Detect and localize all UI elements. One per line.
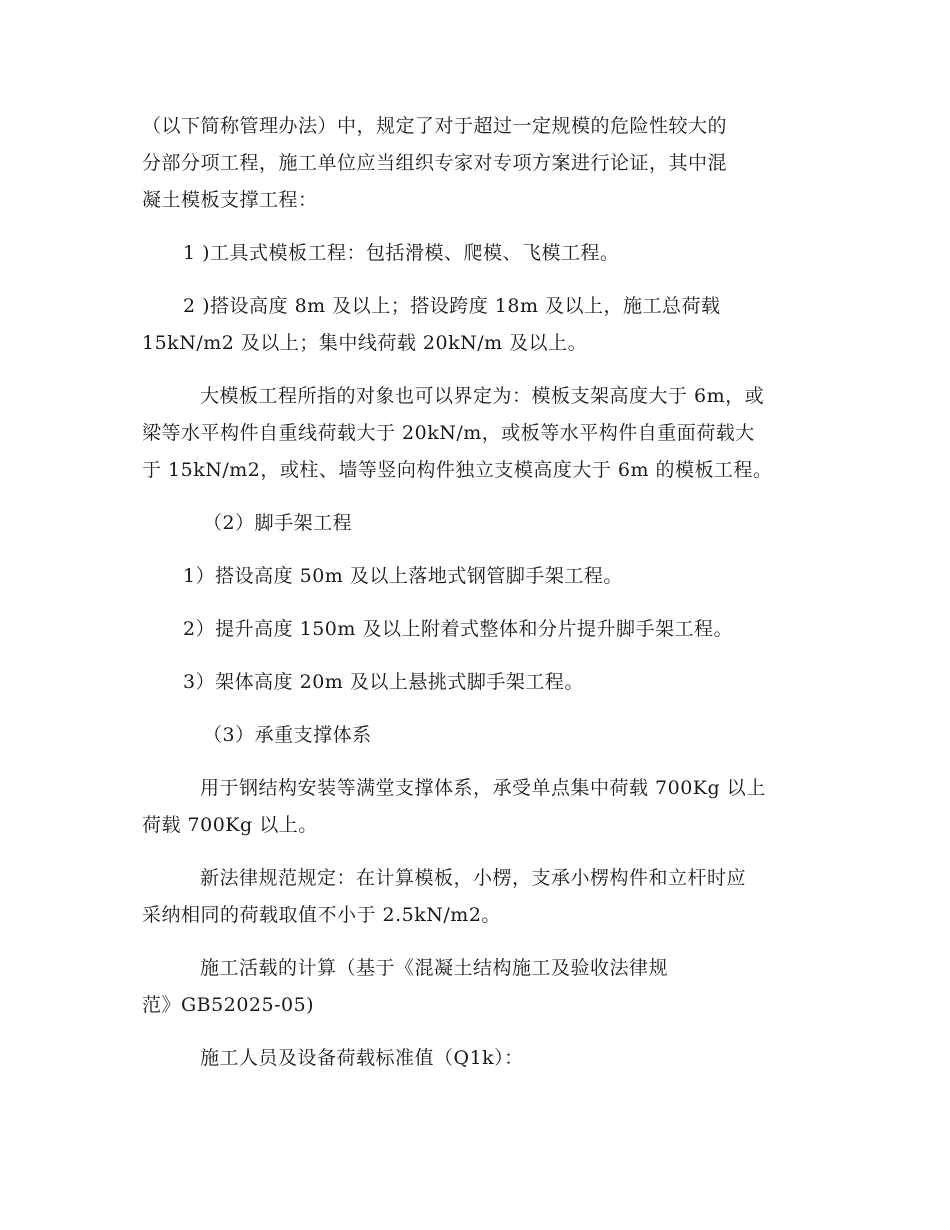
paragraph-line: 大模板工程所指的对象也可以界定为：模板支架高度大于 6m，或 (200, 385, 765, 407)
section-heading: （2）脚手架工程 (203, 512, 353, 534)
list-item-line: 2 )搭设高度 8m 及以上；搭设跨度 18m 及以上，施工总荷载 (183, 295, 721, 317)
paragraph-line: 凝土模板支撑工程： (142, 189, 318, 211)
list-item-line: 1）搭设高度 50m 及以上落地式钢管脚手架工程。 (183, 565, 623, 587)
list-item-line: 3）架体高度 20m 及以上悬挑式脚手架工程。 (183, 671, 584, 693)
paragraph-line: 荷载 700Kg 以上。 (142, 814, 318, 836)
list-item-line: 1 )工具式模板工程：包括滑模、爬模、飞模工程。 (183, 242, 620, 264)
paragraph-line: 于 15kN/m2，或柱、墙等竖向构件独立支模高度大于 6m 的模板工程。 (142, 459, 773, 481)
list-item-line: 2）提升高度 150m 及以上附着式整体和分片提升脚手架工程。 (183, 618, 733, 640)
paragraph-line: 新法律规范规定：在计算模板，小楞，支承小楞构件和立杆时应 (200, 867, 747, 889)
paragraph-line: 施工活载的计算（基于《混凝土结构施工及验收法律规 (200, 957, 669, 979)
paragraph-line: （以下简称管理办法）中，规定了对于超过一定规模的危险性较大的 (142, 115, 728, 137)
paragraph-line: 用于钢结构安装等满堂支撑体系，承受单点集中荷载 700Kg 以上 (200, 777, 766, 799)
section-heading: （3）承重支撑体系 (203, 724, 372, 746)
paragraph-line: 施工人员及设备荷载标准值（Q1k）： (200, 1047, 524, 1069)
list-item-line: 15kN/m2 及以上；集中线荷载 20kN/m 及以上。 (142, 332, 588, 354)
paragraph-line: 梁等水平构件自重线荷载大于 20kN/m，或板等水平构件自重面荷载大 (142, 422, 755, 444)
paragraph-line: 范》GB52025-05) (142, 994, 315, 1016)
paragraph-line: 采纳相同的荷载取值不小于 2.5kN/m2。 (142, 904, 501, 926)
paragraph-line: 分部分项工程，施工单位应当组织专家对专项方案进行论证，其中混 (142, 152, 728, 174)
